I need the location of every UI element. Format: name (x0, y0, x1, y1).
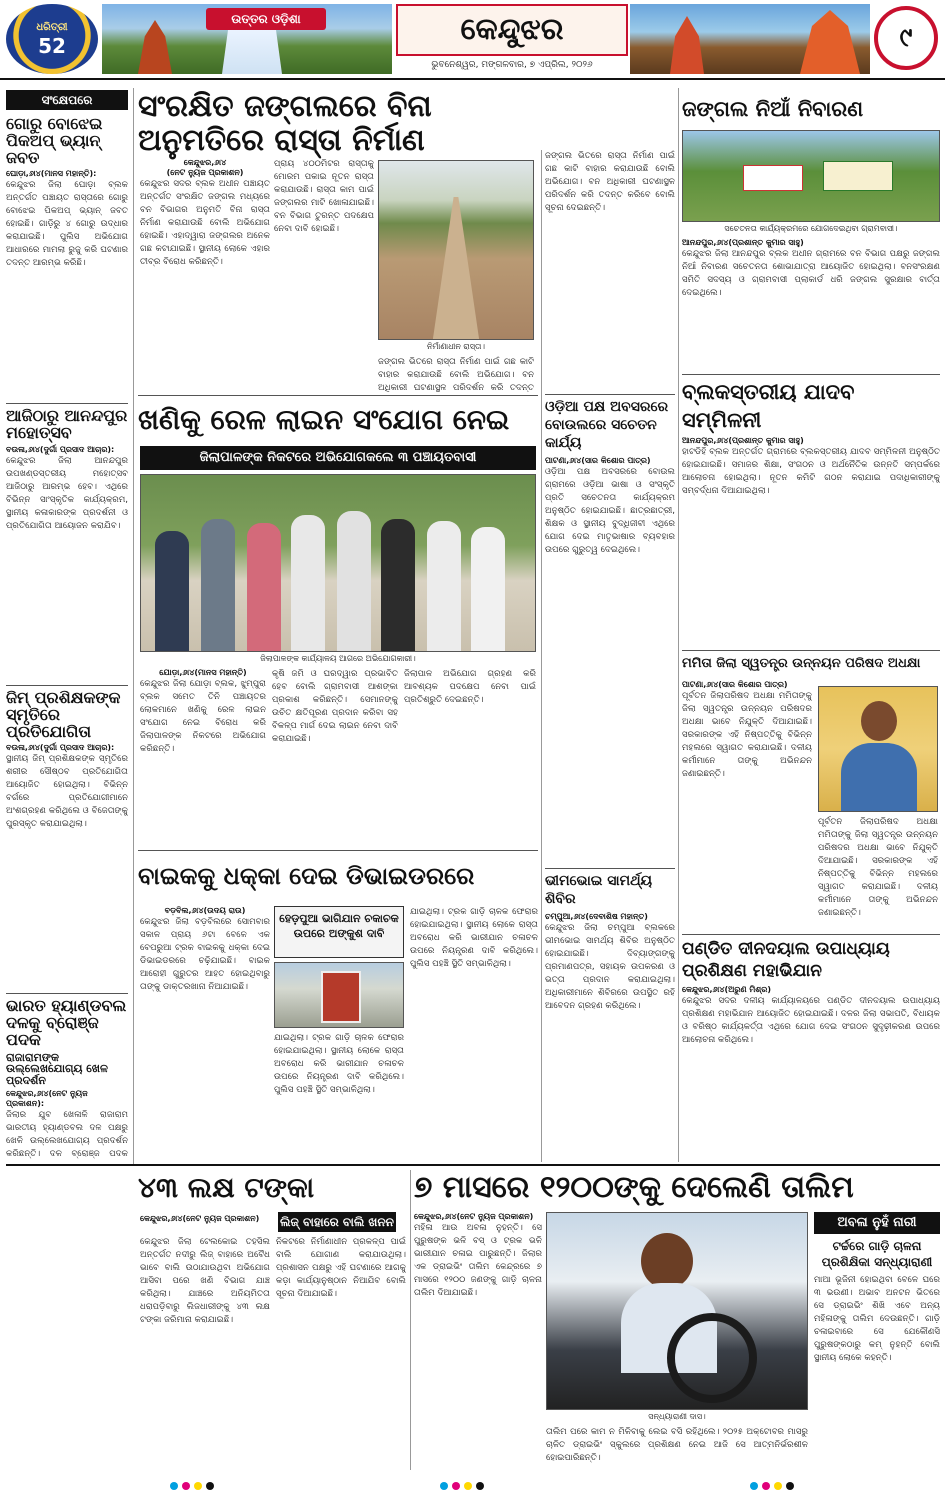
lead-body: କେନ୍ଦୁଝର ସଦର ବ୍ଲକ ଅଧୀନ ପଞ୍ଚାୟତ ଅନ୍ତର୍ଗତ ସଂରକ୍ଷିତ ଜଙ୍ଗଲ ମଧ୍ୟରେ ବନ ବିଭାଗର ଅନୁମତି ବିନା ରାସ୍ତା ନିର୍ମାଣ କରାଯାଉଛି ବୋଲି ଅଭିଯୋଗ ହୋଇଛି। ଏହାଦ୍ୱାରା ଜଙ୍ଗଲର ଅନେକ ଗଛ କଟାଯାଇଛି। ସ୍ଥାନୀୟ ଲୋକେ ଏହାର ତୀବ୍ର ବିରୋଧ କରିଛନ୍ତି। (140, 179, 270, 267)
forest-fire-story (682, 238, 940, 372)
fine-body: ନିକଟରେ ନିର୍ମାଣାଧୀନ ପ୍ରକଳ୍ପ ପାଇଁ ବାଲି ଯୋଗାଣ କରାଯାଉଥିଲା। ପ୍ରଶାସନ ପକ୍ଷରୁ ଏହି ଘଟଣାରେ ଆଗକୁ କଡ଼ା କାର୍ଯ୍ୟାନୁଷ୍ଠାନ ନିଆଯିବ ବୋଲି ସୂଚନା ଦିଆଯାଇଛି। (276, 1237, 406, 1299)
mamata-body: ପୂର୍ବତନ ଜିଲାପରିଷଦ ଅଧକ୍ଷା ମମିତାଙ୍କୁ ଜିଲା ସ୍ୱତନ୍ତ୍ର ଉନ୍ନୟନ ପରିଷଦର ଅଧକ୍ଷା ଭାବେ ନିଯୁକ୍ତି ଦିଆଯାଇଛି। ସରକାରଙ୍କ ଏହି ନିଷ୍ପତ୍ତିକୁ ବିଭିନ୍ନ ମହଲରେ ସ୍ୱାଗତ କରାଯାଇଛି। ଦଳୀୟ କର୍ମୀମାନେ ତାଙ୍କୁ ଅଭିନନ୍ଦନ ଜଣାଇଛନ୍ତି। (682, 691, 812, 779)
rail-col-3 (404, 668, 536, 846)
rail-body: ଜିଲାପାଳ ଅଭିଯୋଗ ଗ୍ରହଣ କରି ଆବଶ୍ୟକ ପଦକ୍ଷେପ ନେବା ପାଇଁ ପ୍ରତିଶ୍ରୁତି ଦେଇଛନ୍ତି। (404, 669, 536, 705)
brief-body: ସ୍ଥାନୀୟ ଜିମ୍ ପ୍ରଶିକ୍ଷକଙ୍କ ସ୍ମୃତିରେ ଶରୀର ସୌଷ୍ଠବ ପ୍ରତିଯୋଗିତା ଆୟୋଜିତ ହୋଇଥିଲା। ବିଭିନ୍ନ ବର୍ଗରେ ପ୍ରତିଯୋଗୀମାନେ ଅଂଶଗ୍ରହଣ କରିଥିଲେ ଓ ବିଜେତାଙ୍କୁ ପୁରସ୍କୃତ କରାଯାଇଥିଲା। (6, 754, 128, 830)
fine-headline: ୪୩ ଲକ୍ଷ ଟଙ୍କା (138, 1171, 315, 1204)
training-col-1 (414, 1212, 542, 1468)
page-number: ୯ (874, 6, 938, 70)
section-header: ସଂକ୍ଷେପରେ (6, 90, 128, 110)
lead-body: ପ୍ରାୟ ୪୦୦ମିଟର ରାସ୍ତାକୁ ମୋରମ ପକାଇ ନୂତନ ରାସ୍ତା କରାଯାଉଛି। ରାସ୍ତା କାମ ପାଇଁ ଜଙ୍ଗଲର ମାଟି ଖୋଳାଯାଇଛି। ବନ ବିଭାଗ ତୁରନ୍ତ ପଦକ୍ଷେପ ନେବା ଦାବି ହୋଇଛି। (274, 159, 374, 234)
training-byline: କେନ୍ଦୁଝର,୬ା୪(ନେଟ ନ୍ୟୁଜ ପ୍ରକାଶନ) (414, 1212, 534, 1221)
brief-headline: ଗୋରୁ ବୋଝେଇ ପିକଅପ୍ ଭ୍ୟାନ୍ ଜବତ (6, 114, 103, 167)
brief-headline: ଭାରତ ହ୍ୟାଣ୍ଡବଲ ଦଳକୁ ବ୍ରୋଞ୍ଜ ପଦକ (6, 996, 127, 1049)
lead-col-4 (545, 150, 675, 390)
fine-headline-block (138, 1168, 408, 1210)
truck-col-1 (140, 906, 270, 1162)
training-col-2 (546, 1426, 808, 1470)
rail-col-2 (272, 668, 398, 846)
steering-wheel-icon (667, 1313, 757, 1403)
forest-fire-headline-block (682, 90, 940, 130)
masthead (0, 0, 945, 80)
complainants-photo (140, 474, 536, 652)
brief-subheadline: ରାଜାରାମଙ୍କ ଉଲ୍ଲେଖଯୋଗ୍ୟ ଖେଳ ପ୍ରଦର୍ଶନ (6, 1050, 108, 1087)
truck-body: କେନ୍ଦୁଝର ଜିଲା ବଡ଼ବିଲରେ ସୋମବାର ସକାଳ ପ୍ରାୟ ୬ଟା ବେଳେ ଏକ ବେପରୁଆ ଟ୍ରକ ବାଇକକୁ ଧକ୍କା ଦେଇ ଡିଭାଇଡରରେ ଚଢ଼ିଯାଇଛି। ବାଇକ ଆରୋହୀ ଗୁରୁତର ଆହତ ହୋଇଥିବାରୁ ତାଙ୍କୁ ଡାକ୍ତରଖାନା ନିଆଯାଇଛି। (140, 917, 270, 992)
yadav-byline: ଆନନ୍ଦପୁର,୬ା୪(ପ୍ରଶାନ୍ତ କୁମାର ସାହୁ) (682, 436, 804, 445)
odia-week-body: ଓଡ଼ିଆ ପକ୍ଷ ଅବସରରେ ବୋଉଲ ଗ୍ରାମରେ ଓଡ଼ିଆ ଭାଷା ଓ ସଂସ୍କୃତି ପ୍ରତି ସଚେତନତା କାର୍ଯ୍ୟକ୍ରମ ଅନୁଷ୍ଠିତ ହୋଇଯାଇଛି। ଛାତ୍ରଛାତ୍ରୀ, ଶିକ୍ଷକ ଓ ସ୍ଥାନୀୟ ବୁଦ୍ଧିଜୀବୀ ଏଥିରେ ଯୋଗ ଦେଇ ମାତୃଭାଷାର ବ୍ୟବହାର ଉପରେ ଗୁରୁତ୍ୱ ଦେଇଥିଲେ। (545, 467, 675, 555)
odia-week-byline: ପାଟଣା,୬ା୪(ସାର କିଶୋର ପାତ୍ର) (545, 456, 651, 465)
region-label: ଉତ୍ତର ଓଡ଼ିଶା (206, 8, 326, 30)
yadav-story (682, 378, 940, 648)
rail-col-1 (140, 668, 266, 846)
camp-byline: ଚମ୍ପୁଆ,୬ା୪(ଦେବାଶିଷ ମହାନ୍ତ) (545, 912, 648, 921)
lead-byline: କେନ୍ଦୁଝର,୬ା୪ (183, 158, 227, 167)
road-photo (378, 160, 534, 340)
brief-byline: ଘୋଡ଼ା,୬ା୪(ମାନସ ମହାନ୍ତି): (6, 169, 97, 179)
rail-byline: ଯୋଡ଼ା,୬ା୪(ମାନସ ମହାନ୍ତି) (159, 668, 247, 677)
forest-fire-body: କେନ୍ଦୁଝର ଜିଲା ଆନନ୍ଦପୁର ବ୍ଲକ ଅଧୀନ ଗ୍ରାମରେ ବନ ବିଭାଗ ପକ୍ଷରୁ ଜଙ୍ଗଲ ନିଆଁ ନିବାରଣ ସଚେତନତା ଶୋଭାଯାତ୍ରା ଆୟୋଜିତ ହୋଇଥିଲା। ବନସଂରକ୍ଷଣ ସମିତି ସଦସ୍ୟ ଓ ଗ୍ରାମବାସୀ ପ୍ଲାକାର୍ଡ ଧରି ଜଙ୍ଗଲ ସୁରକ୍ଷାର ବାର୍ତ୍ତା ଦେଇଥିଲେ। (682, 249, 940, 298)
temple-icon (670, 16, 704, 74)
forest-fire-headline: ଜଙ୍ଗଲ ନିଆଁ ନିବାରଣ (682, 96, 864, 121)
mamata-col-2 (818, 816, 938, 930)
training-headline-block (414, 1168, 940, 1210)
temple-icon (138, 20, 172, 74)
sidebar-body: ମାଆ ଭୂଜିନୀ ହୋଇଥିବା ବେଳେ ଘରେ ୩ ଭଉଣୀ। ଅଭାବ ଅନଟନ ଭିତରେ ସେ ଡ୍ରାଇଭିଂ ଶିଖି ଏବେ ଅନ୍ୟ ମହିଳାଙ୍କୁ ତାଲିମ ଦେଉଛନ୍ତି। ଗାଡ଼ି ଚଳାଇବାରେ ସେ ଯେକୌଣସି ପୁରୁଷଙ୍କଠାରୁ କମ୍ ନୁହନ୍ତି ବୋଲି ସ୍ଥାନୀୟ ଲୋକେ କହନ୍ତି। (814, 1275, 940, 1363)
dateline: ଭୁବନେଶ୍ୱର, ମଙ୍ଗଳବାର, ୭ ଏପ୍ରିଲ, ୨୦୨୬ (431, 60, 593, 70)
truck-body: ଯାଇଥିଲା। ଟ୍ରକ ଗାଡ଼ି ଚାଳକ ଫେରାର ହୋଇଯାଇଥିଲା। ସ୍ଥାନୀୟ ଲୋକେ ରାସ୍ତା ଅବରୋଧ କରି ଭାରୀଯାନ ଚଳାଚଳ ଉପରେ ନିୟନ୍ତ୍ରଣ ଦାବି କରିଥିଲେ। ପୁଲିସ ପହଞ୍ଚି ସ୍ଥିତି ସମ୍ଭାଳିଥିଲା। (410, 907, 538, 969)
mamata-headline-block (682, 654, 940, 676)
fine-col-2 (276, 1236, 406, 1468)
truck-col-3 (410, 906, 538, 1162)
fine-body: କେନ୍ଦୁଝର ଜିଲା ଟେଲକୋଇ ତହସିଲ ଅନ୍ତର୍ଗତ ନଦୀରୁ ଲିଜ୍ ବାହାରେ ଅବୈଧ ଭାବେ ବାଲି ଉଠାଯାଉଥିବା ଅଭିଯୋଗ ଆସିବା ପରେ ଖଣି ବିଭାଗ ଯାଞ୍ଚ କରିଥିଲା। ଯାଞ୍ଚରେ ଅନିୟମିତତା ଧରାପଡ଼ିବାରୁ ଲିଜଧାରୀଙ୍କୁ ୪୩ ଲକ୍ଷ ଟଙ୍କା ଜରିମାନା କରାଯାଇଛି। (140, 1237, 270, 1325)
pandit-story (682, 938, 940, 1162)
trainer-photo-caption: ସନ୍ଧ୍ୟାରାଣୀ ଦାସ। (648, 1412, 706, 1421)
truck-body: ଯାଇଥିଲା। ଟ୍ରକ ଗାଡ଼ି ଚାଳକ ଫେରାର ହୋଇଯାଇଥିଲା। ସ୍ଥାନୀୟ ଲୋକେ ରାସ୍ତା ଅବରୋଧ କରି ଭାରୀଯାନ ଚଳାଚଳ ଉପରେ ନିୟନ୍ତ୍ରଣ ଦାବି କରିଥିଲେ। ପୁଲିସ ପହଞ୍ଚି ସ୍ଥିତି ସମ୍ଭାଳିଥିଲା। (274, 1033, 404, 1095)
brief-headline: ଜିମ୍ ପ୍ରଶିକ୍ଷକଙ୍କ ସ୍ମୃତିରେ ପ୍ରତିଯୋଗିତା (6, 687, 121, 741)
yadav-headline: ବ୍ଲକସ୍ତରୀୟ ଯାଦବ ସମ୍ମିଳନୀ (682, 379, 855, 432)
mamata-byline: ପାଟଣା,୬ା୪(ସାର କିଶୋର ପାତ୍ର) (682, 680, 788, 689)
fine-deck: ଲିଜ୍ ବାହାରେ ବାଲି ଖନନ (278, 1212, 396, 1232)
brief-byline: ବଉଳା,୬ା୪(ଦୁର୍ଗା ପ୍ରସାଦ ଆଚାର): (6, 444, 115, 454)
rail-body: କୃଷି ଜମି ଓ ଘରଦ୍ୱାର ପ୍ରଭାବିତ ହେବ ବୋଲି ଗ୍ରାମବାସୀ ଆଶଙ୍କା ପ୍ରକାଶ କରିଛନ୍ତି। ସେମାନଙ୍କୁ ଉଚିତ କ୍ଷତିପୂରଣ ପ୍ରଦାନ କରିବା ସହ ବିକଳ୍ପ ମାର୍ଗ ଦେଇ ଲାଇନ ନେବା ଦାବି କରାଯାଇଛି। (272, 669, 398, 744)
truck-col-2 (274, 1032, 404, 1162)
forest-fire-byline: ଆନନ୍ଦପୁର,୬ା୪(ପ୍ରଶାନ୍ତ କୁମାର ସାହୁ) (682, 238, 804, 247)
rally-photo (682, 130, 940, 222)
yadav-body: ହାଟଡିହି ବ୍ଲକ ଅନ୍ତର୍ଗତ ଗ୍ରାମରେ ବ୍ଲକସ୍ତରୀୟ ଯାଦବ ସମ୍ମିଳନୀ ଅନୁଷ୍ଠିତ ହୋଇଯାଇଛି। ସମାଜର ଶିକ୍ଷା, ସଂଗଠନ ଓ ଅର୍ଥନୈତିକ ଉନ୍ନତି ସମ୍ପର୍କରେ ଆଲୋଚନା ହୋଇଥିଲା। ନୂତନ କମିଟି ଗଠନ କରାଯାଇ ପଦାଧିକାରୀଙ୍କୁ ସମ୍ବର୍ଦ୍ଧନା ଦିଆଯାଇଥିଲା। (682, 447, 940, 496)
training-body: ତାଲିମ ପରେ କାମ ନ ମିଳିବାକୁ ଲେଇ ବସି ରହିଥିଲେ। ୨୦୨୫ ଅକ୍ଟୋବର ମାସରୁ ଚାଳିତ ଡ୍ରାଇଭିଂ ସ୍କୁଲରେ ପ୍ରଶିକ୍ଷଣ ନେଇ ଆଜି ସେ ଆତ୍ମନିର୍ଭରଶୀଳ ହୋଇପାରିଛନ୍ତି। (546, 1427, 808, 1463)
pandit-headline: ପଣ୍ଡିତ ଦୀନଦୟାଲ ଉପାଧ୍ୟାୟ ପ୍ରଶିକ୍ଷଣ ମହାଭିଯାନ (682, 939, 890, 981)
brief-body: କେନ୍ଦୁଝର ଜିଲା ଆନନ୍ଦପୁର ଉପଖଣ୍ଡସ୍ତରୀୟ ମହୋତ୍ସବ ଆଜିଠାରୁ ଆରମ୍ଭ ହେବ। ଏଥିରେ ବିଭିନ୍ନ ସାଂସ୍କୃତିକ କାର୍ଯ୍ୟକ୍ରମ, ସ୍ଥାନୀୟ କଳାକାରଙ୍କ ପ୍ରଦର୍ଶନୀ ଓ ପ୍ରତିଯୋଗିତା ଆୟୋଜନ କରାଯିବ। (6, 455, 128, 531)
complainants-photo-caption: ଜିଲାପାଳଙ୍କ କାର୍ଯ୍ୟାଳୟ ଆଗରେ ଅଭିଯୋଗକାରୀ। (260, 654, 416, 663)
truck-inset-text: ହେଡ଼ପୁଆ ଭାଗିଯାନ ଚକାଚକ ଉପରେ ଅଙ୍କୁଶ ଦାବି (279, 912, 399, 940)
waterfall-icon (222, 30, 282, 74)
brief-body: ଜିଲାର ଯୁବ ଖେଳାଳି ରାଜାରାମ ଭାରତୀୟ ହ୍ୟାଣ୍ଡବଲ ଦଳ ପକ୍ଷରୁ ଖେଳି ଉଲ୍ଲେଖଯୋଗ୍ୟ ପ୍ରଦର୍ଶନ କରିଛନ୍ତି। ଦଳ ବ୍ରୋଞ୍ଜ ପଦକ (6, 1110, 128, 1160)
lead-body: ଜଙ୍ଗଲ ଭିତରେ ରାସ୍ତା ନିର୍ମାଣ ପାଇଁ ଗଛ କାଟି ବାହାର କରାଯାଉଛି ବୋଲି ଅଭିଯୋଗ। ବନ ଅଧିକାରୀ ଘଟଣାସ୍ଥଳ ପରିଦର୍ଶନ କରି ତଦନ୍ତ (378, 357, 534, 392)
lead-headline-block (138, 90, 538, 160)
lead-col-2 (274, 158, 374, 393)
lead-col-1 (140, 158, 270, 393)
briefs-column (6, 90, 128, 1160)
pandit-body: କେନ୍ଦୁଝର ସଦର ଦଳୀୟ କାର୍ଯ୍ୟାଳୟରେ ପଣ୍ଡିତ ଦୀନଦୟାଲ ଉପାଧ୍ୟାୟ ପ୍ରଶିକ୍ଷଣ ମହାଭିଯାନ ଆୟୋଜିତ ହୋଇଯାଇଛି। ଦଳର ଜିଲା ସଭାପତି, ବିଧାୟକ ଓ ବରିଷ୍ଠ କାର୍ଯ୍ୟକର୍ତ୍ତା ଏଥିରେ ଯୋଗ ଦେଇ ସଂଗଠନ ସୁଦୃଢ଼ୀକରଣ ଉପରେ ଆଲୋଚନା କରିଥିଲେ। (682, 996, 940, 1045)
truck-headline: ବାଇକକୁ ଧକ୍କା ଦେଇ ଡିଭାଇଡରରେ (138, 861, 475, 890)
brief-headline: ଆଜିଠାରୁ ଆନନ୍ଦପୁର ମହୋତ୍ସବ (6, 406, 128, 443)
rail-headline-block (138, 400, 538, 442)
training-sidebar (814, 1212, 940, 1470)
truck-inset (274, 906, 404, 958)
lead-headline: ସଂରକ୍ଷିତ ଜଙ୍ଗଲରେ ବିନା ଅନୁମତିରେ ରାସ୍ତା ନିର୍ମାଣ (138, 90, 432, 158)
brief-body: କେନ୍ଦୁଝର ଜିଲା ଘୋଡ଼ା ବ୍ଲକ ଅନ୍ତର୍ଗତ ପଞ୍ଚାୟତ ରାସ୍ତାରେ ଗୋରୁ ବୋଝେଇ ପିକଅପ୍ ଭ୍ୟାନ୍ ଜବତ ହୋଇଛି। ଗାଡ଼ିରୁ ୪ ଗୋରୁ ଉଦ୍ଧାର କରାଯାଇଛି। ପୁଲିସ ଅଭିଯୋଗ ଆଧାରରେ ମାମଲା ରୁଜୁ କରି ଘଟଣାର ତଦନ୍ତ ଆରମ୍ଭ କରିଛି। (6, 180, 128, 269)
badge-label: ଧରିତ୍ରୀ (36, 22, 68, 33)
truck-photo (274, 962, 404, 1028)
rally-photo-caption: ସଚେତନତା କାର୍ଯ୍ୟକ୍ରମରେ ଯୋଗଦେଇଥିବା ଗ୍ରାମବାସୀ। (724, 224, 898, 233)
truck-headline-block (138, 856, 538, 900)
mamata-body: ପୂର୍ବତନ ଜିଲାପରିଷଦ ଅଧକ୍ଷା ମମିତାଙ୍କୁ ଜିଲା ସ୍ୱତନ୍ତ୍ର ଉନ୍ନୟନ ପରିଷଦର ଅଧକ୍ଷା ଭାବେ ନିଯୁକ୍ତି ଦିଆଯାଇଛି। ସରକାରଙ୍କ ଏହି ନିଷ୍ପତ୍ତିକୁ ବିଭିନ୍ନ ମହଲରେ ସ୍ୱାଗତ କରାଯାଇଛି। ଦଳୀୟ କର୍ମୀମାନେ ତାଙ୍କୁ ଅଭିନନ୍ଦନ ଜଣାଇଛନ୍ତି। (818, 817, 938, 918)
rail-headline: ଖଣିକୁ ରେଳ ଲାଇନ ସଂଯୋଗ ନେଇ (138, 403, 510, 436)
lead-body: ଜଙ୍ଗଲ ଭିତରେ ରାସ୍ତା ନିର୍ମାଣ ପାଇଁ ଗଛ କାଟି ବାହାର କରାଯାଉଛି ବୋଲି ଅଭିଯୋଗ। ବନ ଅଧିକାରୀ ଘଟଣାସ୍ଥଳ ପରିଦର୍ଶନ କରି ତଦନ୍ତ କରିବେ ବୋଲି ସୂଚନା ଦେଇଛନ୍ତି। (545, 151, 675, 213)
district-title: କେନ୍ଦୁଝର (396, 4, 628, 56)
anniversary-badge (6, 4, 98, 74)
training-headline: ୭ ମାସରେ ୧୨୦୦ଙ୍କୁ ଦେଲେଣି ତାଲିମ (414, 1170, 854, 1205)
mamata-headline: ମମିତା ଜିଲା ସ୍ୱତନ୍ତ୍ର ଉନ୍ନୟନ ପରିଷଦ ଅଧକ୍ଷା (682, 656, 921, 671)
road-photo-caption: ନିର୍ମାଣାଧୀନ ରାସ୍ତା। (427, 342, 485, 351)
rail-body: କେନ୍ଦୁଝର ଜିଲା ଯୋଡ଼ା ବ୍ଲକ, ଝୁମ୍ପୁରା ବ୍ଲକ ସମେତ ତିନି ପଞ୍ଚାୟତର ଲୋକମାନେ ଖଣିକୁ ରେଳ ଲାଇନ ସଂଯୋଗ ନେଇ ବିରୋଧ କରି ଜିଲାପାଳଙ୍କ ନିକଟରେ ଅଭିଯୋଗ କରିଛନ୍ତି। (140, 679, 266, 754)
fine-byline: କେନ୍ଦୁଝର,୬ା୪(ନେଟ ନ୍ୟୁଜ ପ୍ରକାଶନ) (140, 1214, 260, 1223)
odia-week-story (545, 398, 675, 860)
rail-deck: ଜିଲାପାଳଙ୍କ ନିକଟରେ ଅଭିଯୋଗକଲେ ୩ ପଞ୍ଚାୟତବାସୀ (140, 446, 536, 470)
print-registration-marks (0, 1476, 945, 1496)
mamata-portrait (818, 686, 938, 812)
lead-col-3 (378, 356, 534, 392)
odia-week-headline: ଓଡ଼ିଆ ପକ୍ଷ ଅବସରରେ ବୋଉଲରେ ସଚେତନ କାର୍ଯ୍ୟ (545, 399, 669, 451)
sidebar-title: ଅବଳା ନୁହଁ ନାରୀ (814, 1212, 940, 1234)
mamata-story (682, 680, 812, 930)
pandit-byline: କେନ୍ଦୁଝର,୬ା୪(ଅରୁଣ ମିଶ୍ର) (682, 985, 771, 994)
brief-byline: ବଉଳା,୬ା୪(ଦୁର୍ଗା ପ୍ରସାଦ ଆଚାର): (6, 743, 115, 753)
camp-body: କେନ୍ଦୁଝର ଜିଲା ଚମ୍ପୁଆ ବ୍ଲକରେ ଭୀମଭୋଇ ସାମର୍ଥ୍ୟ ଶିବିର ଅନୁଷ୍ଠିତ ହୋଇଯାଇଛି। ଦିବ୍ୟାଙ୍ଗଙ୍କୁ ପ୍ରମାଣପତ୍ର, ସହାୟକ ଉପକରଣ ଓ ଭତ୍ତା ପ୍ରଦାନ କରାଯାଇଥିଲା। ଅଧିକାରୀମାନେ ଶିବିରରେ ଉପସ୍ଥିତ ରହି ଆବେଦନ ଗ୍ରହଣ କରିଥିଲେ। (545, 923, 675, 1011)
truck-byline: ବଡ଼ବିଲ,୬ା୪(ଉଦୟ ରାଉ) (164, 906, 246, 915)
training-body: ମହିଳା ଆଉ ଅବଳା ନୁହନ୍ତି। ସେ ପୁରୁଷଙ୍କ ଭଳି ବସ୍ ଓ ଟ୍ରକ ଭଳି ଭାରୀଯାନ ଚଳାଇ ପାରୁଛନ୍ତି। ଜିଲାର ଏକ ଡ୍ରାଇଭିଂ ତାଲିମ କେନ୍ଦ୍ରରେ ୭ ମାସରେ ୧୨୦୦ ଜଣଙ୍କୁ ଗାଡ଼ି ଚାଳନା ତାଲିମ ଦିଆଯାଇଛି। (414, 1223, 542, 1298)
brief-byline: କେନ୍ଦୁଝର,୬ା୪(ନେଟ ନ୍ୟୁଜ ପ୍ରକାଶନ): (6, 1089, 88, 1109)
badge-number: 52 (38, 34, 66, 58)
header-photo-right (630, 4, 870, 74)
lead-byline-source: (ନେଟ ନ୍ୟୁଜ ପ୍ରକାଶନ) (166, 168, 244, 177)
camp-headline: ଭୀମଭୋଇ ସାମର୍ଥ୍ୟ ଶିବିର (545, 873, 653, 907)
sidebar-deck: ଟର୍ଚ୍ଚରେ ଗାଡ଼ି ଚାଳନା ପ୍ରଶିକ୍ଷିକା ସନ୍ଧ୍ୟାରାଣୀ (821, 1239, 933, 1269)
fine-col-1 (140, 1236, 270, 1468)
camp-story (545, 872, 675, 1162)
temple-icon (800, 10, 860, 74)
trainer-photo (546, 1212, 808, 1410)
